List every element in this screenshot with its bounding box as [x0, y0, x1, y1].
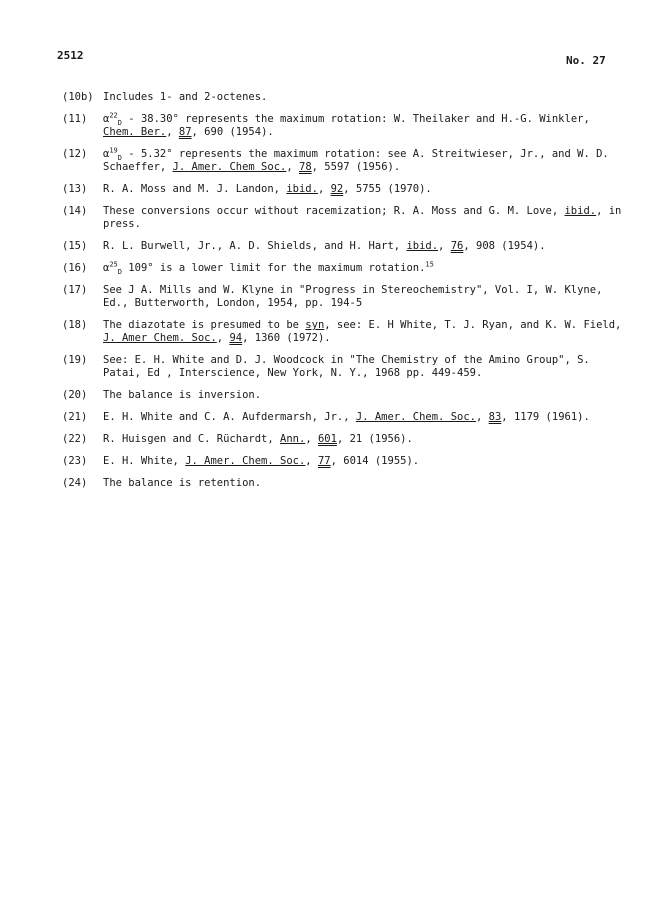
note-text — [103, 148, 622, 174]
text-run: , see: E. H White, T. J. Ryan, and K. W. Field, — [324, 319, 622, 331]
note-text — [103, 262, 622, 275]
citation-title: J. Amer. Chem. Soc. — [355, 411, 476, 423]
note-text — [103, 411, 622, 424]
citation-title: syn — [305, 319, 325, 331]
text-run: The balance is inversion. — [103, 389, 262, 401]
citation-volume: 77 — [317, 455, 331, 467]
note-number: (16) — [62, 262, 88, 274]
text-run: , — [475, 411, 489, 423]
citation-volume: 87 — [178, 126, 192, 138]
note-number: (15) — [62, 240, 88, 252]
reference-note — [62, 183, 622, 196]
text-run: The balance is retention. — [103, 477, 262, 489]
note-number: (21) — [62, 411, 88, 423]
text-run: 109° is a lower limit for the maximum rotation. — [121, 262, 426, 274]
text-run: , in press. — [103, 205, 622, 230]
reference-note — [62, 113, 622, 139]
reference-note — [62, 477, 622, 490]
text-run: , 1179 (1961). — [501, 411, 590, 423]
text-run: , 21 (1956). — [336, 433, 413, 445]
text-run: , 690 (1954). — [191, 126, 274, 138]
citation-title: ibid. — [564, 205, 597, 217]
citation-volume: 601 — [317, 433, 337, 445]
note-text — [103, 433, 622, 446]
text-run: , — [305, 455, 318, 467]
text-run: , 5597 (1956). — [311, 161, 401, 173]
note-number: (17) — [62, 284, 88, 296]
text-run: , 6014 (1955). — [330, 455, 420, 467]
subscript: D — [117, 154, 122, 163]
rotation-symbol: α — [103, 262, 110, 274]
reference-note — [62, 240, 622, 253]
superscript: 25 — [109, 260, 118, 269]
reference-notes-list — [62, 91, 622, 499]
note-number: (19) — [62, 354, 88, 366]
note-text — [103, 284, 622, 310]
text-run: E. H. White, — [103, 455, 186, 467]
note-text — [103, 455, 622, 468]
citation-title: J. Amer. Chem. Soc. — [185, 455, 306, 467]
text-run: See J A. Mills and W. Klyne in "Progress in Stereochemistry", Vol. I, W. Klyne, Ed., Butterworth, London, 1954, pp. 194-5 — [103, 284, 603, 309]
reference-note — [62, 455, 622, 468]
text-run: R. L. Burwell, Jr., A. D. Shields, and H. Hart, — [103, 240, 407, 252]
note-number: (10b) — [62, 91, 94, 103]
citation-volume: 76 — [450, 240, 464, 252]
note-text — [103, 477, 622, 490]
note-number: (14) — [62, 205, 88, 217]
text-run: , 1360 (1972). — [242, 332, 331, 344]
text-run: , — [317, 183, 331, 195]
citation-title: J. Amer. Chem Soc. — [172, 161, 287, 173]
note-number: (23) — [62, 455, 88, 467]
reference-note — [62, 433, 622, 446]
rotation-symbol: α — [103, 148, 110, 160]
note-text — [103, 91, 622, 104]
reference-note — [62, 262, 622, 275]
reference-note — [62, 319, 622, 345]
note-text — [103, 205, 622, 231]
superscript: 19 — [109, 146, 118, 155]
citation-volume: 83 — [488, 411, 502, 423]
citation-title: J. Amer Chem. Soc. — [103, 332, 217, 344]
text-run: R. Huisgen and C. Rüchardt, — [103, 433, 281, 445]
text-run: The diazotate is presumed to be — [103, 319, 306, 331]
page-number: 2512 — [57, 49, 84, 62]
note-text — [103, 319, 622, 345]
citation-title: ibid. — [286, 183, 318, 195]
reference-note — [62, 284, 622, 310]
note-text — [103, 240, 622, 253]
citation-volume: 92 — [330, 183, 344, 195]
note-text — [103, 183, 622, 196]
text-run: - 5.32° represents the maximum rotation: see A. Streitwieser, Jr., and W. D. Schaeffer, — [103, 148, 609, 173]
reference-note — [62, 389, 622, 402]
text-run: , — [438, 240, 451, 252]
text-run: , — [216, 332, 230, 344]
note-number: (24) — [62, 477, 88, 489]
reference-note — [62, 411, 622, 424]
citation-volume: 78 — [299, 161, 312, 173]
rotation-symbol: α — [103, 113, 110, 125]
reference-note — [62, 148, 622, 174]
text-run: - 38.30° represents the maximum rotation: W. Theilaker and H.-G. Winkler, — [121, 113, 590, 125]
subscript: D — [117, 268, 122, 277]
superscript: 22 — [109, 111, 118, 120]
text-run: These conversions occur without racemization; R. A. Moss and G. M. Love, — [103, 205, 565, 217]
reference-note — [62, 91, 622, 104]
note-number: (11) — [62, 113, 88, 125]
note-text — [103, 354, 622, 380]
note-number: (20) — [62, 389, 88, 401]
text-run: See: E. H. White and D. J. Woodcock in "The Chemistry of the Amino Group", S. Patai, Ed , Interscience, New York, N. Y., 1968 pp. 449-459. — [103, 354, 590, 379]
note-number: (22) — [62, 433, 88, 445]
note-text — [103, 113, 622, 139]
text-run: , — [166, 126, 179, 138]
text-run: Includes 1- and 2-octenes. — [103, 91, 268, 103]
citation-volume: 94 — [229, 332, 243, 344]
note-text — [103, 389, 622, 402]
note-number: (18) — [62, 319, 88, 331]
text-run: R. A. Moss and M. J. Landon, — [103, 183, 287, 195]
note-number: (13) — [62, 183, 88, 195]
text-run: , — [305, 433, 318, 445]
text-run: , — [286, 161, 299, 173]
citation-title: ibid. — [406, 240, 439, 252]
reference-note — [62, 205, 622, 231]
note-number: (12) — [62, 148, 88, 160]
text-run: , 908 (1954). — [463, 240, 546, 252]
text-run: , 5755 (1970). — [343, 183, 432, 195]
reference-note — [62, 354, 622, 380]
citation-title: Ann. — [280, 433, 306, 445]
journal-issue-number: No. 27 — [566, 54, 606, 67]
text-run: E. H. White and C. A. Aufdermarsh, Jr., — [103, 411, 356, 423]
superscript: 15 — [425, 260, 434, 269]
citation-title: Chem. Ber. — [103, 126, 167, 138]
subscript: D — [117, 119, 122, 128]
